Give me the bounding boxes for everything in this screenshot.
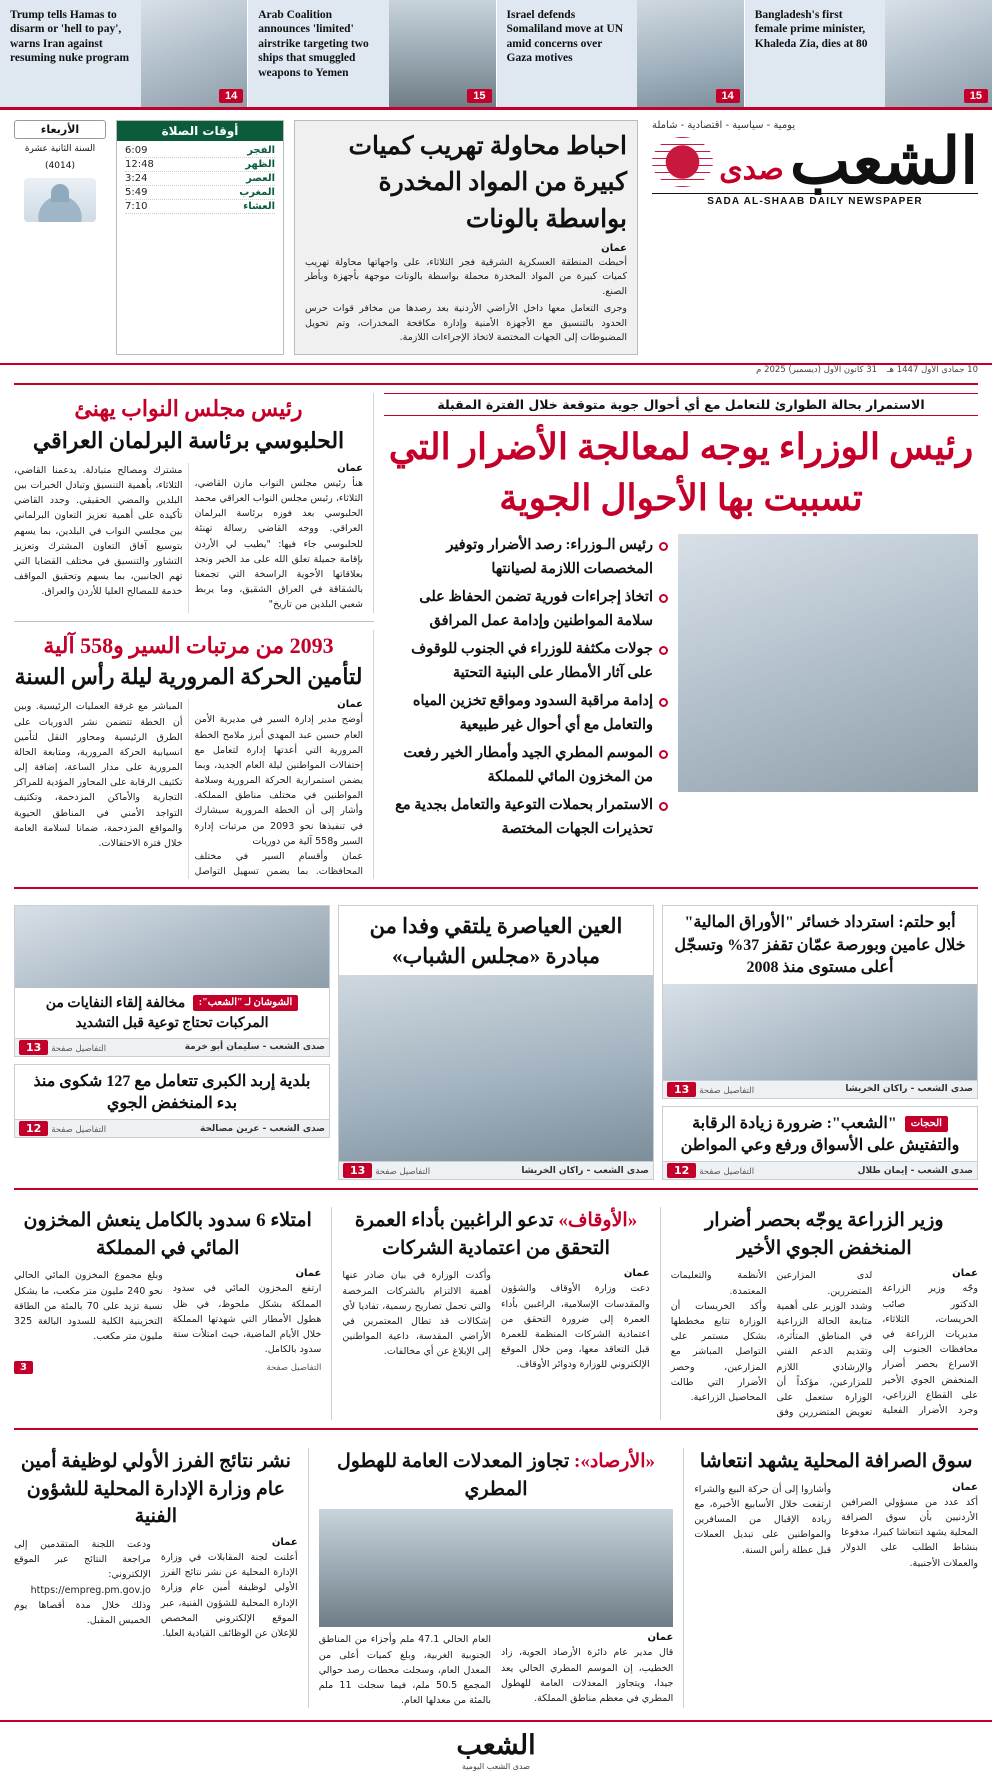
feature-card-note: التفاصيل صفحة (699, 1085, 755, 1096)
bottom-col2: وأشاروا إلى أن حركة البيع والشراء ارتفعت خلال الأسابيع الأخيرة، مع زيادة الإقبال من المسافرين والمواطنين على تبديل العملات قبل عطلة رأس السنة. (694, 1483, 832, 1556)
teaser-page-badge: 14 (219, 89, 243, 103)
main-content-grid (0, 393, 992, 879)
logo-shaab-text: الشعب (789, 126, 978, 197)
bullet-text: إدامة مراقبة السدود ومواقع تخزين المياه والتعامل مع أي أحوال غير طبيعية (412, 693, 653, 733)
dateline-weekday: الأربعاء (14, 120, 106, 139)
article-row (0, 1198, 992, 1420)
feature-card-page-badge: 13 (667, 1082, 696, 1097)
article-city: عمان (295, 1268, 322, 1280)
article-col3: وأكد الخريسات أن الوزارة تتابع مخططها بشكل مستمر على التواصل المباشر مع المزارعين، وحصر الأضرار التي طالت المحاصيل الزراعية. (670, 1300, 767, 1403)
lead-kicker: الاستمرار بحالة الطوارئ للتعامل مع أي أحوال جوية متوقعة خلال الفترة المقبلة (384, 393, 978, 416)
side-story-city: عمان (337, 462, 363, 474)
feature-card-headline: "الشعب": ضرورة زيادة الرقابة والتفتيش على الأسواق ورفع وعي المواطن (680, 1114, 960, 1154)
dateline-hijri: 10 جمادى الأول 1447 هـ (887, 365, 978, 376)
side-story-city: عمان (337, 699, 363, 711)
dateline (14, 120, 106, 355)
prayer-times-title: أوقات الصلاة (117, 121, 283, 141)
feature-card-headline: العين العياصرة يلتقي وفدا من مبادرة «مجلس الشباب» (369, 914, 623, 968)
feature-card-irbid[interactable] (14, 1064, 330, 1139)
lead-headline[interactable]: رئيس الوزراء يوجه لمعالجة الأضرار التي تسببت بها الأحوال الجوية (388, 427, 974, 519)
teaser-image (389, 0, 496, 107)
side-stories-column (14, 393, 374, 879)
side-story-head: الحلبوسي برئاسة البرلمان العراقي (32, 427, 345, 453)
feature-card-headline: بلدية إربد الكبرى تتعامل مع 127 شكوى منذ بدء المنخفض الجوي (33, 1072, 311, 1112)
article-awqaf[interactable] (342, 1207, 660, 1420)
footer-subtitle: صدى الشعب اليومية (461, 1762, 531, 1772)
teaser-page-badge: 15 (467, 89, 491, 103)
feature-card-byline: صدى الشعب - راكان الخريشا (521, 1165, 649, 1176)
side-story-col1: أوضح مدير إدارة السير في مديرية الأمن العام حسين عبد المهدي أبرز ملامح الخطة المرورية التي أعدتها إدارة لتعامل مع إحتفالات المواطنين ليلة العام الجديد، وبما يضمن استمرارية الحركة المرورية وسلامة المواطنين في مختلف مناطق المملكة. وأشار إلى أن الخطة المرورية سيشارك في تنفيذها نحو 2093 من مرتبات إدارة السير و558 آلية من دوريات (194, 714, 364, 847)
footer-logo: الشعب (456, 1730, 536, 1761)
article-col2: وأكدت الوزارة في بيان صادر عنها أهمية الالتزام بالشركات المرخصة والتي تحمل تصاريح رسمية، تفاديا لأي إشكالات قد تطال المعتمرين في الأراضي المقدسة، داعية المواطنين إلى الإبلاغ عن أي مخالفات. (342, 1270, 492, 1358)
lead-story-column (384, 393, 978, 879)
bottom-headline: تجاوز المعدلات العامة للهطول المطري (336, 1451, 570, 1500)
feature-card-byline: صدى الشعب - سليمان أبو خرمة (184, 1042, 325, 1053)
feature-card-youth[interactable] (338, 905, 654, 1180)
bullet-text: اتخاذ إجراءات فورية تضمن الحفاظ على سلامة المواطنين وإدامة عمل المرافق (419, 589, 653, 629)
prayer-row (125, 172, 275, 186)
feature-card-headline: أبو حلتم: استرداد خسائر "الأوراق المالية" خلال عامين وبورصة عمّان تقفز 37% وتسجّل أعلى مستوى منذ 2008 (674, 914, 966, 977)
feature-card-byline: صدى الشعب - راكان الخريشا (845, 1084, 973, 1095)
article-headline: تدعو الراغبين بأداء العمرة التحقق من اعتمادية الشركات (354, 1210, 610, 1259)
prayer-times-widget (116, 120, 284, 355)
bottom-city: عمان (647, 1632, 674, 1644)
list-item (384, 742, 668, 789)
bottom-headline: نشر نتائج الفرز الأولي لوظيفة أمين عام وزارة الإدارة المحلية للشؤون الفنية (20, 1451, 291, 1528)
prayer-name: العشاء (243, 201, 275, 212)
article-page-badge: 3 (14, 1361, 33, 1374)
lead-story-photo (678, 534, 978, 792)
feature-card-waste[interactable] (14, 905, 330, 1056)
masthead-lead-city: عمان (601, 242, 627, 254)
page-footer (0, 1720, 992, 1785)
feature-card-headline: مخالفة إلقاء النفايات من المركبات تحتاج توعية قبل التشديد (45, 996, 269, 1031)
teaser-page-badge: 15 (964, 89, 988, 103)
strip-column-right (662, 905, 978, 1180)
bottom-article-photo (319, 1509, 674, 1627)
teaser-item[interactable] (0, 0, 248, 107)
bullet-dot-icon (659, 802, 668, 811)
globe-icon (652, 137, 713, 187)
feature-card-tag: الشوشان لـ "الشعب": (193, 995, 298, 1011)
prayer-name: المغرب (239, 187, 275, 198)
dateline-issue: (4014) (45, 160, 75, 171)
teaser-item[interactable] (497, 0, 745, 107)
article-col1: ارتفع المخزون المائي في سدود المملكة بشكل ملحوظ، في ظل هطول الأمطار التي شهدتها المملكة خلال الأيام الماضية، حيث امتلأت ستة سدود بالكامل. (172, 1283, 322, 1356)
article-col2: وشدد الوزير على أهمية متابعة الحالة الزراعية في المناطق المتأثرة، وتقديم الدعم الفني والإرشادي اللازم للمزارعين، مؤكداً أن الوزارة ستعمل على تعويض المتضررين وفق الأنظمة والتعليمات المعتمدة. (670, 1270, 873, 1419)
strip-column-left (14, 905, 330, 1180)
article-dams[interactable] (14, 1207, 332, 1420)
bottom-headline-red: «الأرصاد»: (574, 1451, 656, 1473)
article-note: التفاصيل صفحة (266, 1362, 322, 1373)
bottom-article-weather[interactable] (308, 1448, 685, 1708)
teaser-image (141, 0, 248, 107)
masthead-lead-body-2: وجرى التعامل معها داخل الأراضي الأردنية بعد رصدها من مخافر قوات حرس الحدود بالتنسيق مع الأجهزة الأمنية وإدارة مكافحة المخدرات، وتم تحويل المضبوطات إلى الجهات المختصة لاتخاذ الإجراءات اللازمة. (305, 302, 627, 344)
article-col1: دعت وزارة الأوقاف والشؤون والمقدسات الإسلامية، الراغبين بأداء العمرة إلى ضرورة التحقق من اعتمادية الشركات المنظمة للعمرة قبل التعاقد معها، ومن خلال الموقع الإلكتروني للوزارة ودوائر الأوقاف. (501, 1283, 650, 1371)
bullet-dot-icon (659, 750, 668, 759)
side-story-parliament[interactable] (14, 393, 374, 612)
side-story-col1: هنأ رئيس مجلس النواب مازن القاضي، الثلاثاء، رئيس مجلس النواب العراقي محمد الحلبوسي بعد فوزه برئاسة البرلمان العراقي. ووجه القاضي رسالة تهنئة للحلبوسي جاء فيها: "يطيب لي الأردن بإقامة جميلة تعلق الله على مد الخير ونجد بعلاقاتها الأخوية الراسخة التي تجمعنا بالشقاقة في العراق الشقيق، وما يربط شعبي البلدين من تاريخ" (194, 477, 363, 611)
feature-strip (0, 897, 992, 1180)
feature-card-page-badge: 12 (667, 1163, 696, 1178)
teaser-text: Israel defends Somaliland move at UN amid concerns over Gaza motives (506, 9, 624, 65)
bullet-dot-icon (659, 542, 668, 551)
masthead-lead-headline: احباط محاولة تهريب كميات كبيرة من المواد المخدرة بواسطة بالونات (348, 133, 627, 233)
strip-column-middle (338, 905, 654, 1180)
bottom-article-exchange[interactable] (694, 1448, 978, 1708)
list-item (384, 794, 668, 841)
article-headline-red: «الأوقاف» (558, 1210, 638, 1232)
bottom-col2: ودعت اللجنة المتقدمين إلى مراجعة النتائج عبر الموقع الإلكتروني: https://empreg.pm.gov.jo وذلك خلال مدة أقصاها يوم الخميس المقبل. (14, 1538, 151, 1626)
prayer-row (125, 200, 275, 214)
logo-sada-text: صدى (719, 152, 784, 186)
feature-card-tag: الحجات (905, 1116, 948, 1132)
teaser-text: Trump tells Hamas to disarm or 'hell to pay', warns Iran against resuming nuke program (10, 9, 130, 65)
feature-card-note: التفاصيل صفحة (51, 1043, 107, 1054)
prayer-name: الظهر (245, 159, 275, 170)
prayer-row (125, 186, 275, 200)
teaser-item[interactable] (248, 0, 496, 107)
teaser-text: Arab Coalition announces 'limited' airstrike targeting two ships that smuggled weapons to Yemen (258, 9, 369, 79)
masthead (0, 110, 992, 365)
bullet-dot-icon (659, 646, 668, 655)
logo-tagline: يومية - سياسية - اقتصادية - شاملة (652, 120, 796, 131)
masthead-lead-body: أحبطت المنطقة العسكرية الشرقية فجر الثلاثاء، على واجهاتها محاولة تهريب كميات كبيرة من المواد المخدرة محملة بواسطة بالونات موجهة بأجهزة وبأطر الصنع. (305, 256, 627, 298)
side-story-col2: مشترك ومصالح متبادلة. يدعمنا القاضي، الثلاثاء، بأهمية التنسيق وتبادل الخبرات بين البلدين والمضي الحقيقي. وجدد القاضي تأكيده على أهمية تعزيز التعاون البرلماني بين مجلسي النواب في البلدين، بما يسهم بتوسيع آفاق التعاون المشترك وتعزيز التشاور والتنسيق في مختلف القضايا التي تهم الجانبين، بما يسهم وتحقيق المواقف خدمة للمصالح العليا للأردن والعراق. (14, 464, 183, 598)
masthead-lead-story[interactable] (294, 120, 638, 355)
article-col2: وبلغ مجموع المخزون المائي الحالي نحو 240 مليون متر مكعب، ما يشكل نسبة تزيد على 70 بالمئة من الطاقة التخزينية الكلية للسدود البالغة 325 مليون متر مكعب. (14, 1270, 163, 1343)
bottom-row (0, 1438, 992, 1708)
prayer-time: 3:24 (125, 173, 148, 184)
bottom-col1: قال مدير عام دائرة الأرصاد الجوية، زاد الخطيب، إن الموسم المطري الحالي يعد جيدا، ويتجاوز المعدلات العامة للهطول المطري في معظم مناطق المملكة. (501, 1647, 674, 1704)
newspaper-logo[interactable] (648, 120, 978, 355)
feature-card-byline: صدى الشعب - عرين مصالحة (199, 1123, 325, 1134)
feature-card-markets[interactable] (662, 1106, 978, 1181)
bottom-col2: العام الحالي 47.1 ملم وأجزاء من المناطق الجنوبية الغربية، وبلغ كميات أعلى من المعدل العام، وسجلت محطات رصد حوالي المجمع 50.5 ملم، فيما سجلت 11 ملم بالمئة من معدلها العام. (318, 1634, 492, 1707)
bullet-text: جولات مكثفة للوزراء في الجنوب للوقوف على آثار الأمطار على البنية التحتية (411, 641, 653, 681)
feature-card-note: التفاصيل صفحة (699, 1167, 755, 1178)
bottom-article-jobs[interactable] (14, 1448, 298, 1708)
prayer-time: 5:49 (125, 187, 148, 198)
prayer-name: العصر (246, 173, 275, 184)
bottom-city: عمان (952, 1481, 978, 1493)
bullet-dot-icon (659, 594, 668, 603)
prayer-row (125, 144, 275, 158)
mosque-icon (24, 178, 96, 222)
teaser-item[interactable] (745, 0, 992, 107)
teaser-page-badge: 14 (716, 89, 740, 103)
prayer-time: 6:09 (125, 145, 148, 156)
side-story-traffic[interactable] (14, 630, 374, 880)
dateline-gregorian: 31 كانون الأول (ديسمبر) 2025 م (756, 365, 878, 376)
article-col1: وجّه وزير الزراعة الدكتور صائب الخريسات، الثلاثاء، مديريات الزراعة في محافظات الجنوب إلى الاسراع بحصر أضرار المنخفض الجوي الأخير على القطاع الزراعي، وجرد الأضرار الفعلية لدى المزارعين المتضررين. (776, 1270, 978, 1416)
bullet-dot-icon (659, 698, 668, 707)
article-city: عمان (623, 1268, 650, 1280)
teaser-text: Bangladesh's first female prime minister, Khaleda Zia, dies at 80 (754, 9, 868, 50)
side-story-col2: عمان وأقسام السير في مختلف المحافظات. بما يضمن تسهيل التواصل المباشر مع غرفة العمليات الرئيسية. وبين أن الخطة تتضمن نشر الدوريات على الطرق الرئيسية ومحاور النقل لتأمين انسيابية الحركة المرورية، ومتابعة الحالة المرورية على مدار الساعة، إضافة إلى تكثيف الرقابة على المحاور المؤدية للمراكز التجارية والأماكن المزدحمة، وتكثيف التواجد الأمني في المناطق الحيوية والمواقع المزدحمة، ضمانا لسلامة العامة خلال فترة الاحتفالات. (14, 701, 363, 878)
article-agriculture[interactable] (671, 1207, 978, 1420)
side-story-head-red: رئيس مجلس النواب يهنئ (74, 396, 303, 422)
feature-card-note: التفاصيل صفحة (375, 1167, 431, 1178)
bullet-text: الموسم المطري الجيد وأمطار الخير رفعت من المخزون المائي للمملكة (403, 745, 653, 785)
article-headline: امتلاء 6 سدود بالكامل ينعش المخزون المائي في المملكة (23, 1210, 312, 1259)
bottom-col1: أكد عدد من مسؤولي الصرافين الأردنيين بأن سوق الصرافة المحلية يشهد انتعاشا كبيرا، مدفوعا بنشاط الطلب على الدولار والعملات الأجنبية. (841, 1496, 978, 1569)
feature-card-stocks[interactable] (662, 905, 978, 1098)
prayer-name: الفجر (247, 145, 275, 156)
logo-english-text: SADA AL-SHAAB DAILY NEWSPAPER (652, 193, 978, 207)
feature-card-page-badge: 13 (343, 1163, 372, 1178)
list-item (384, 586, 668, 633)
side-story-head-red: 2093 من مرتبات السير و558 آلية (43, 632, 334, 658)
list-item (384, 534, 668, 581)
prayer-time: 7:10 (125, 201, 148, 212)
feature-card-note: التفاصيل صفحة (51, 1125, 107, 1136)
prayer-time: 12:48 (125, 159, 154, 170)
top-teaser-strip (0, 0, 992, 110)
feature-card-page-badge: 12 (19, 1121, 48, 1136)
feature-card-byline: صدى الشعب - إيمان طلال (857, 1165, 973, 1176)
list-item (384, 638, 668, 685)
list-item (384, 690, 668, 737)
feature-card-photo (663, 984, 977, 1080)
bottom-col1: أعلنت لجنة المقابلات في وزارة الإدارة المحلية عن نشر نتائج الفرز الأولي لوظيفة أمين عام وزارة الإدارة المحلية للشؤون الفنية، عبر الموقع الإلكتروني المخصص للإعلان عن الوظائف القيادية العليا. (160, 1551, 298, 1639)
teaser-image (885, 0, 992, 107)
teaser-image (637, 0, 744, 107)
side-story-head: لتأمين الحركة المرورية ليلة رأس السنة (14, 664, 363, 690)
bottom-city: عمان (271, 1536, 298, 1548)
prayer-row (125, 158, 275, 172)
article-headline: وزير الزراعة يوجّه بحصر أضرار المنخفض الجوي الأخير (705, 1210, 944, 1259)
bullet-text: رئيس الـوزراء: رصد الأضرار وتوفير المخصصات اللازمة لصيانتها (446, 537, 653, 577)
bottom-headline: سوق الصرافة المحلية يشهد انتعاشا (699, 1451, 973, 1473)
article-city: عمان (952, 1268, 978, 1280)
dateline-year: السنة الثانية عشرة (24, 144, 96, 154)
feature-card-photo (15, 906, 329, 988)
lead-bullets (384, 534, 668, 846)
feature-card-photo (339, 975, 653, 1161)
bullet-text: الاستمرار بحملات التوعية والتعامل بجدية مع تحذيرات الجهات المختصة (395, 797, 653, 837)
feature-card-page-badge: 13 (19, 1040, 48, 1055)
